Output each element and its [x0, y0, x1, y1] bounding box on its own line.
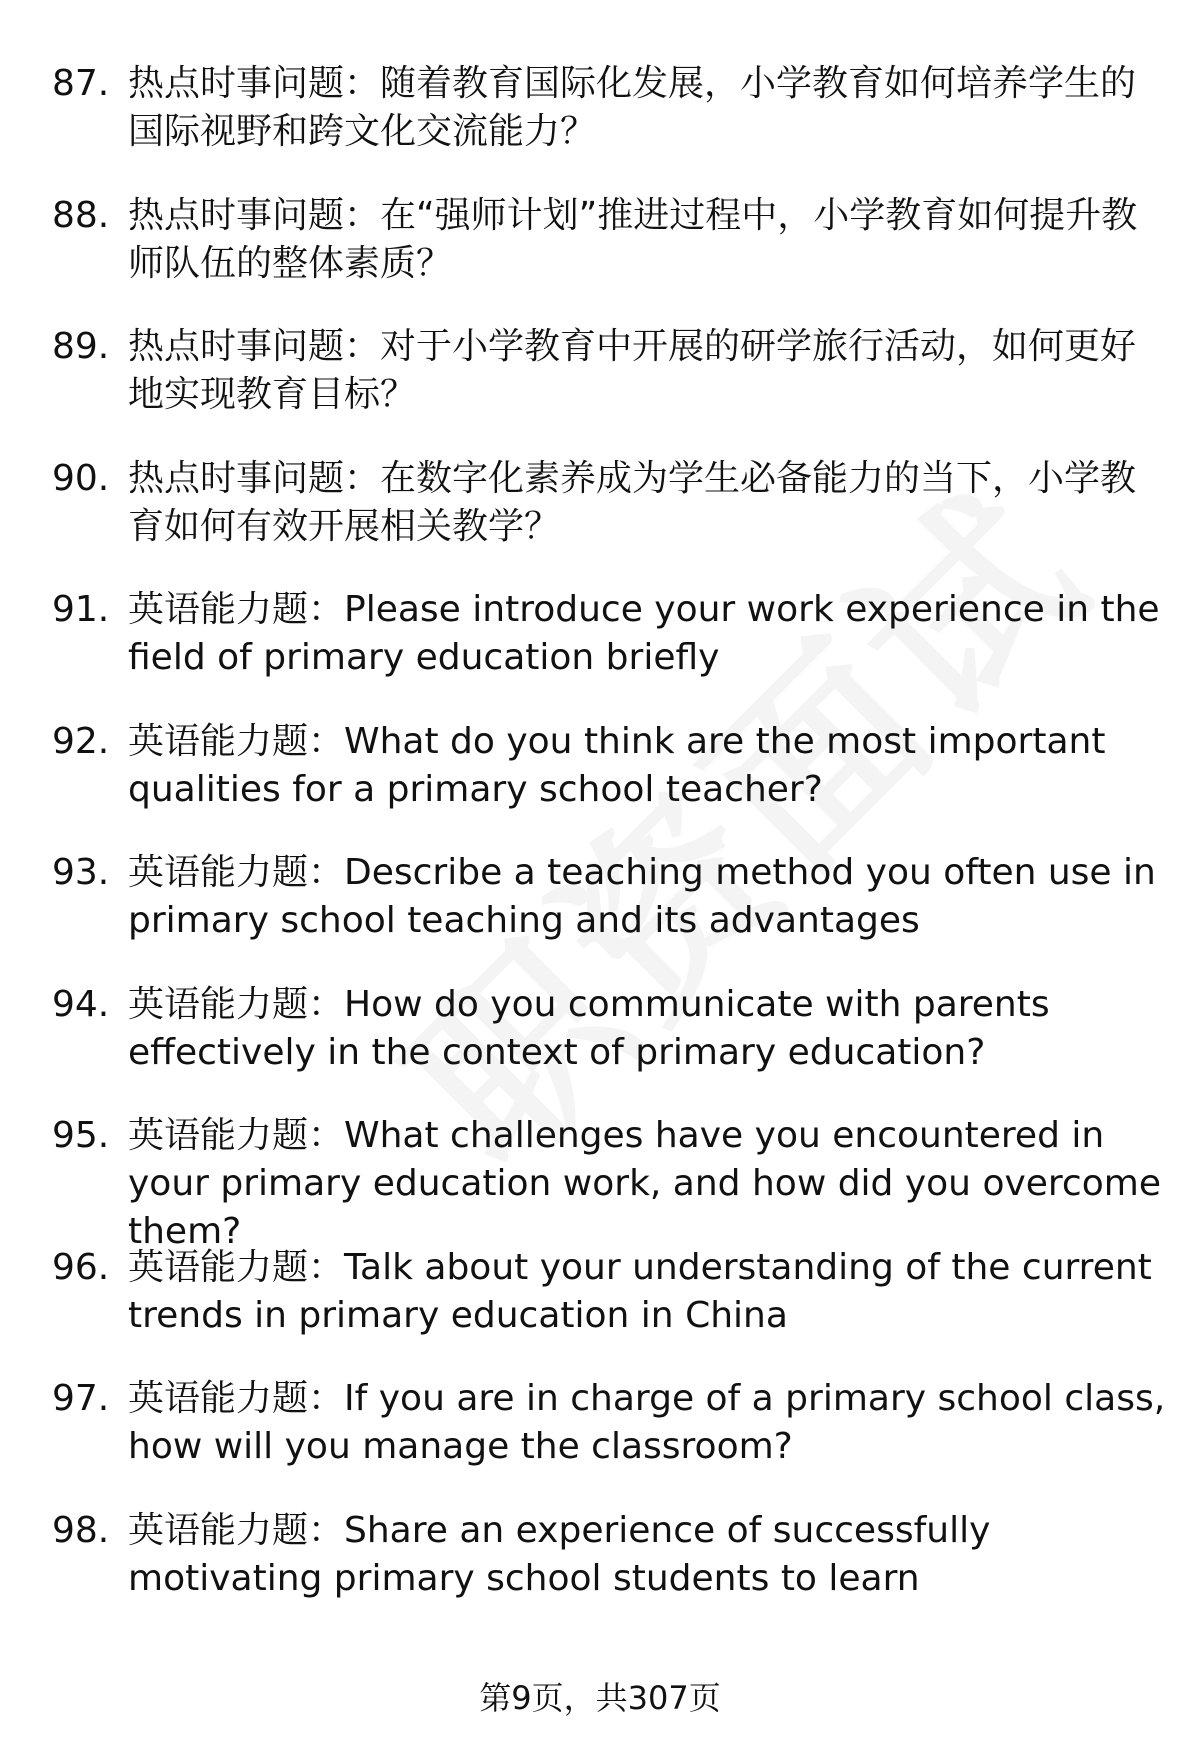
question-item — [0, 60, 1200, 192]
question-item — [0, 1112, 1200, 1252]
question-item — [0, 1507, 1200, 1639]
question-item — [0, 586, 1200, 718]
question-text: 英语能力题：What do you think are the most important qualities for a primary school teacher? — [128, 720, 1106, 810]
question-number: 96. — [52, 1246, 110, 1288]
question-text: 英语能力题：Share an experience of successfully motivating primary school students to learn — [128, 1509, 991, 1599]
question-item — [0, 718, 1200, 850]
question-number: 95. — [52, 1115, 110, 1156]
question-item — [0, 192, 1200, 324]
question-text: 英语能力题：What challenges have you encountered in your primary education work, and how did you overcome them? — [128, 1115, 1161, 1252]
question-text: 热点时事问题：对于小学教育中开展的研学旅行活动，如何更好地实现教育目标？ — [128, 326, 1137, 415]
question-text: 英语能力题：Talk about your understanding of the current trends in primary education in China — [128, 1246, 1152, 1336]
question-item — [0, 455, 1200, 587]
question-item — [0, 1244, 1200, 1376]
question-text: 热点时事问题：在“强师计划”推进过程中，小学教育如何提升教师队伍的整体素质？ — [128, 194, 1138, 284]
question-text: 英语能力题：If you are in charge of a primary school class, how will you manage the classroom? — [128, 1378, 1166, 1467]
question-text: 英语能力题：Please introduce your work experience in the field of primary education briefly — [128, 589, 1160, 678]
question-item — [0, 323, 1200, 455]
question-number: 91. — [52, 589, 110, 630]
question-text: 热点时事问题：在数字化素养成为学生必备能力的当下，小学教育如何有效开展相关教学？ — [128, 457, 1137, 547]
page-footer: 第9页，共307页 — [479, 1679, 721, 1717]
question-number: 88. — [52, 194, 110, 236]
question-number: 92. — [52, 720, 110, 762]
question-number: 89. — [52, 326, 110, 367]
question-number: 87. — [52, 63, 110, 104]
question-number: 93. — [52, 852, 110, 893]
question-item — [0, 1375, 1200, 1507]
question-text: 英语能力题：How do you communicate with parents effectively in the context of primary education? — [128, 983, 1050, 1073]
question-number: 94. — [52, 983, 110, 1025]
question-number: 90. — [52, 457, 110, 499]
question-list — [0, 60, 1200, 1638]
question-text: 热点时事问题：随着教育国际化发展，小学教育如何培养学生的国际视野和跨文化交流能力？ — [128, 63, 1137, 152]
question-number: 98. — [52, 1509, 110, 1551]
question-text: 英语能力题：Describe a teaching method you often use in primary school teaching and its advantages — [128, 852, 1156, 941]
question-item — [0, 849, 1200, 981]
question-item — [0, 981, 1200, 1113]
question-number: 97. — [52, 1378, 110, 1419]
